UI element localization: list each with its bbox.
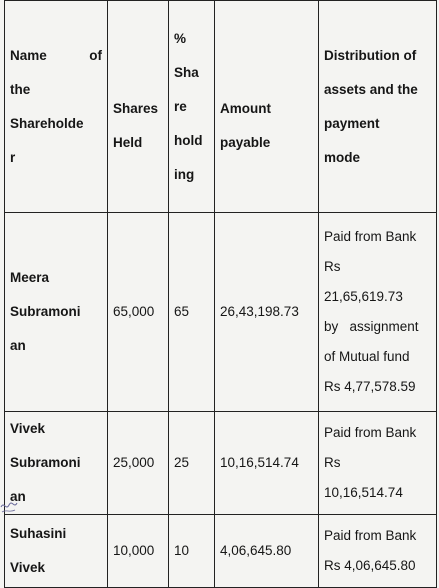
header-text: payment [324, 115, 380, 131]
header-shares-held [108, 1, 169, 213]
header-text: mode [324, 149, 361, 165]
name-line: an [10, 489, 26, 504]
distribution-line: Paid from Bank [324, 425, 417, 440]
name-line: Suhasini [10, 526, 67, 541]
name-line: Meera [10, 270, 50, 285]
header-percent-shareholding [169, 1, 215, 213]
distribution-line: Rs 4,06,645.80 [324, 558, 416, 573]
header-text: payable [220, 134, 271, 150]
shareholder-table-container [4, 0, 436, 575]
header-amount-payable [215, 1, 319, 213]
distribution-line: Paid from Bank [324, 229, 417, 244]
name-line: Vivek [10, 560, 46, 575]
amount-payable-cell: 4,06,645.80 [215, 515, 319, 588]
percent-cell: 25 [169, 412, 215, 515]
header-text: Distribution of [324, 47, 417, 63]
header-text: Name [10, 47, 47, 63]
name-line: an [10, 338, 26, 353]
distribution-cell [319, 515, 437, 588]
header-text: re [174, 98, 187, 114]
name-line: Subramoni [10, 455, 81, 470]
shareholder-name-cell [5, 515, 108, 588]
header-text: % [174, 30, 187, 46]
table-header-row [5, 1, 437, 213]
distribution-cell [319, 412, 437, 515]
distribution-line: by assignment [324, 319, 419, 334]
header-text: of [89, 47, 102, 63]
handwritten-signature-mark [0, 495, 22, 515]
header-distribution-of-assets [319, 1, 437, 213]
header-text: hold [174, 132, 203, 148]
header-text: ing [174, 166, 195, 182]
amount-payable-cell: 10,16,514.74 [215, 412, 319, 515]
name-line: Vivek [10, 421, 46, 436]
amount-payable-cell: 26,43,198.73 [215, 213, 319, 412]
distribution-line: 10,16,514.74 [324, 485, 403, 500]
header-text: assets and the [324, 81, 418, 97]
header-text: Amount [220, 100, 271, 116]
name-line: Subramoni [10, 304, 81, 319]
shares-held-cell: 25,000 [108, 412, 169, 515]
header-text: r [10, 149, 16, 165]
header-text: Shareholde [10, 115, 84, 131]
percent-cell: 65 [169, 213, 215, 412]
header-text: Shares [113, 100, 159, 116]
header-text: the [10, 81, 31, 97]
distribution-line: Paid from Bank [324, 528, 417, 543]
distribution-line: Rs 4,77,578.59 [324, 379, 416, 394]
table-row [5, 412, 437, 515]
shares-held-cell: 10,000 [108, 515, 169, 588]
shares-held-cell: 65,000 [108, 213, 169, 412]
table-row [5, 515, 437, 588]
distribution-line: Rs [324, 259, 341, 274]
header-text: Sha [174, 64, 199, 80]
shareholder-distribution-table [4, 0, 437, 588]
distribution-line: 21,65,619.73 [324, 289, 403, 304]
distribution-line: Rs [324, 455, 341, 470]
percent-cell: 10 [169, 515, 215, 588]
distribution-cell [319, 213, 437, 412]
table-row [5, 213, 437, 412]
distribution-line: of Mutual fund [324, 349, 410, 364]
header-name-of-shareholder [5, 1, 108, 213]
header-text: Held [113, 134, 143, 150]
shareholder-name-cell [5, 213, 108, 412]
